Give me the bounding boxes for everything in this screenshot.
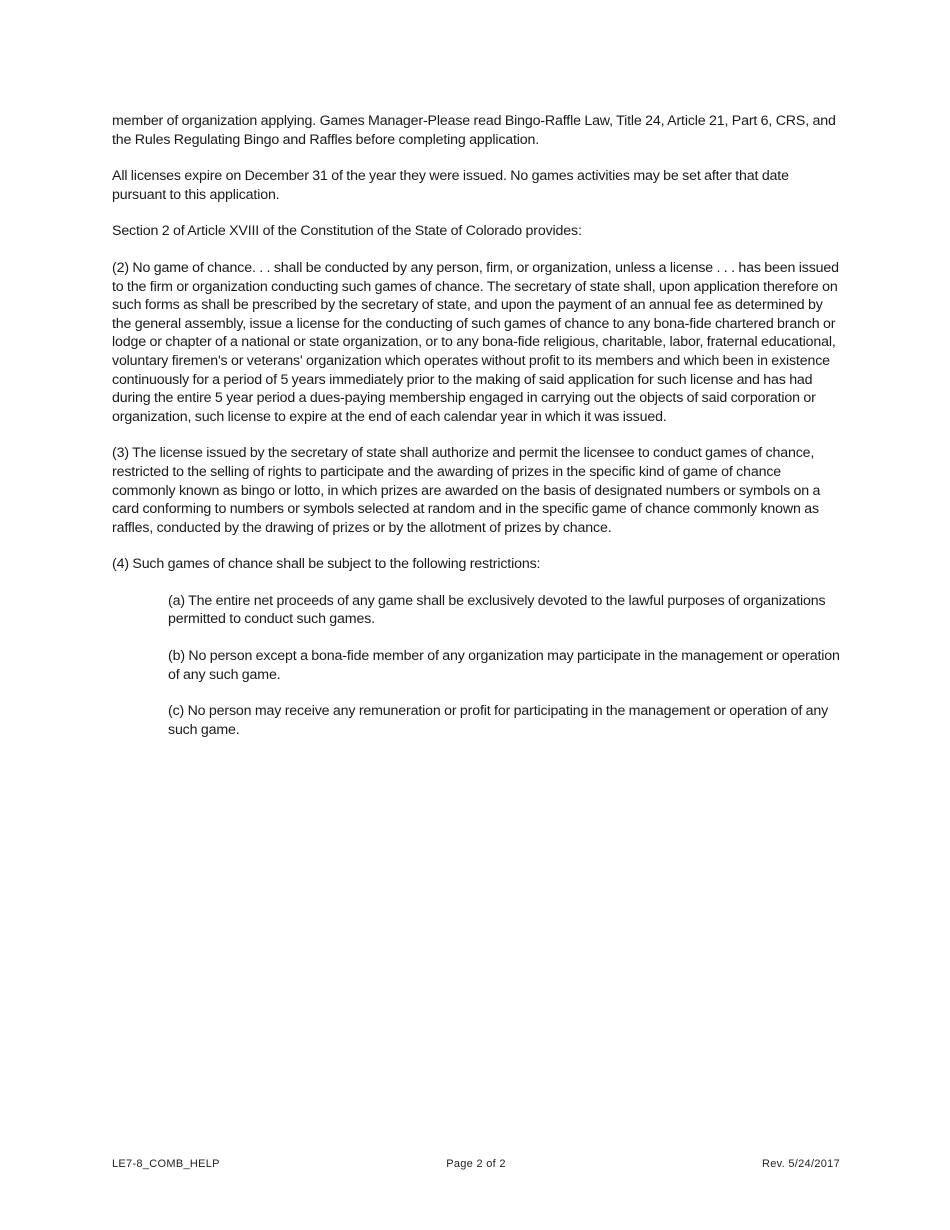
license-expiration-notice: All licenses expire on December 31 of the year they were issued. No games activities may be set after that date pursuant to this application. xyxy=(112,168,789,203)
constitution-clause-2: (2) No game of chance. . . shall be conducted by any person, firm, or organization, unless a license . . . has been issued to the firm or organization conducting such games of chance. The secretary of state shall, upon application therefore on such forms as shall be prescribed by the secretary of state, and upon the payment of an annual fee as determined by the general assembly, issue a license for the conducting of such games of chance to any bona-fide chartered branch or lodge or chapter of a national or state organization, or to any bona-fide religious, charitable, labor, fraternal educational, voluntary firemen's or veterans' organization which operates without profit to its members and which been in existence continuously for a period of 5 years immediately prior to the making of said application for such license and has had during the entire 5 year period a dues-paying membership engaged in carrying out the objects of said corporation or organization, such license to expire at the end of each calendar year in which it was issued. xyxy=(112,259,839,425)
constitution-clause-3: (3) The license issued by the secretary of state shall authorize and permit the licensee to conduct games of chance, restricted to the selling of rights to participate and the awarding of prizes in the specific kind of game of chance commonly known as bingo or lotto, in which prizes are awarded on the basis of designated numbers or symbols on a card conforming to numbers or symbols selected at random and in the specific game of chance commonly known as raffles, conducted by the drawing of prizes or by the allotment of prizes by chance. xyxy=(112,445,821,536)
constitution-intro: Section 2 of Article XVIII of the Constitution of the State of Colorado provides: xyxy=(112,223,582,240)
restriction-c: (c) No person may receive any remuneration or profit for participating in the management or operation of any such game. xyxy=(168,703,829,738)
constitution-clause-4: (4) Such games of chance shall be subject to the following restrictions: xyxy=(112,556,541,573)
footer-form-id: LE7-8_COMB_HELP xyxy=(112,1158,220,1170)
restriction-a: (a) The entire net proceeds of any game shall be exclusively devoted to the lawful purposes of organizations permitted to conduct such games. xyxy=(168,592,826,628)
page-footer xyxy=(112,1158,840,1174)
footer-revision: Rev. 5/24/2017 xyxy=(762,1158,840,1170)
restriction-b: (b) No person except a bona-fide member of any organization may participate in the management or operation of any such game. xyxy=(168,648,840,683)
footer-page-number: Page 2 of 2 xyxy=(446,1158,506,1170)
document-body xyxy=(112,112,840,757)
games-manager-notice: member of organization applying. Games Manager-Please read Bingo-Raffle Law, Title 24, Article 21, Part 6, CRS, and the Rules Regulating Bingo and Raffles before completing application. xyxy=(112,113,836,148)
